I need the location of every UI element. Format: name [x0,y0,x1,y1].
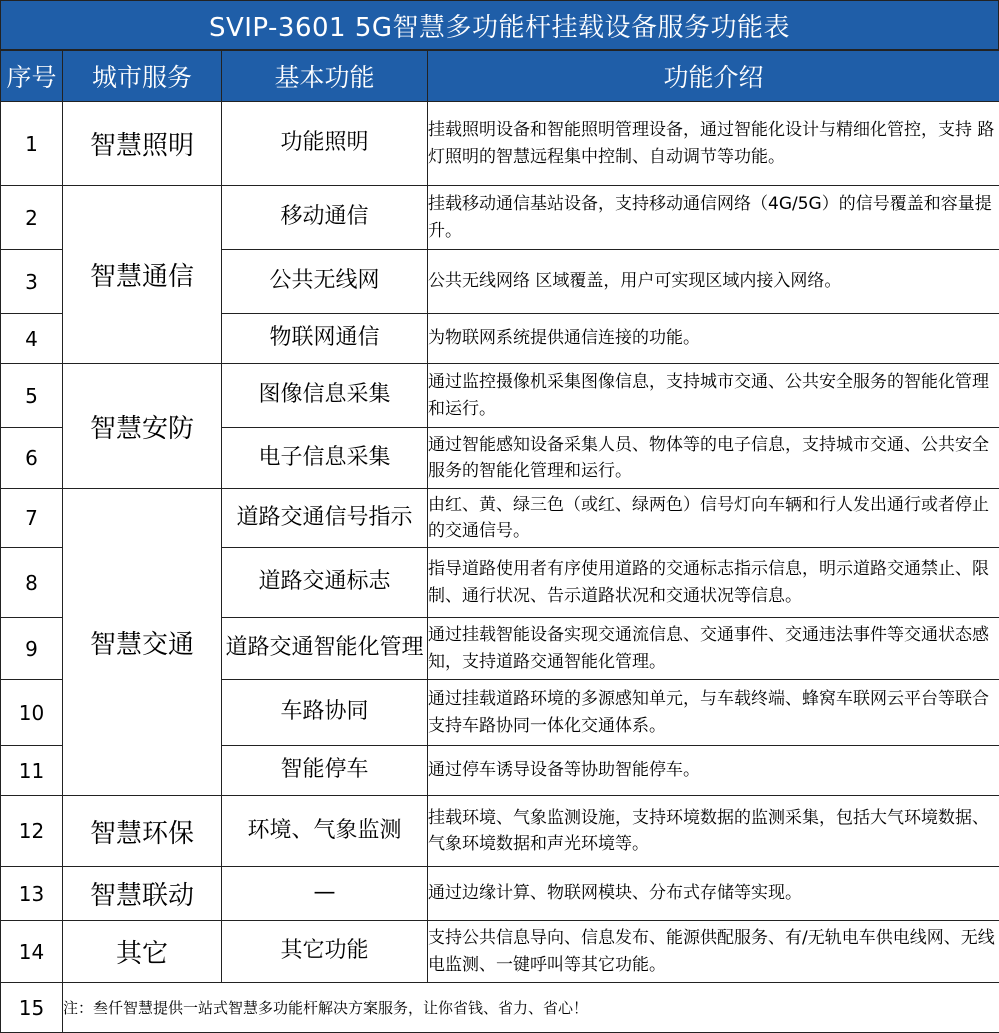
function-desc-cell: 支持公共信息导向、信息发布、能源供配服务、有/无轨电车供电线网、无线电监测、一键呼叫等其它功能。 [428,921,999,983]
row-number: 8 [1,548,63,618]
function-desc-cell: 通过挂载智能设备实现交通流信息、交通事件、交通违法事件等交通状态感知，支持道路交通智能化管理。 [428,618,999,680]
table-title: SVIP-3601 5G智慧多功能杆挂载设备服务功能表 [0,0,999,50]
header-row [1,51,999,102]
row-number: 4 [1,314,63,364]
function-desc-cell: 由红、黄、绿三色（或红、绿两色）信号灯向车辆和行人发出通行或者停止的交通信号。 [428,489,999,548]
basic-function-cell: 道路交通信号指示 [222,489,428,548]
table-row [1,867,999,921]
function-desc-cell: 通过停车诱导设备等协助智能停车。 [428,746,999,796]
city-service-cell: 智慧安防 [63,364,222,489]
table-row [1,921,999,983]
function-desc-cell: 挂载环境、气象监测设施，支持环境数据的监测采集，包括大气环境数据、气象环境数据和声光环境等。 [428,796,999,867]
basic-function-cell: — [222,867,428,921]
table-row [1,489,999,548]
footer-row [1,983,999,1033]
row-number: 10 [1,680,63,746]
basic-function-cell: 道路交通标志 [222,548,428,618]
basic-function-cell: 智能停车 [222,746,428,796]
row-number: 14 [1,921,63,983]
basic-function-cell: 移动通信 [222,186,428,250]
basic-function-cell: 物联网通信 [222,314,428,364]
header-basic-function: 基本功能 [222,51,428,102]
city-service-cell: 其它 [63,921,222,983]
table-row [1,186,999,250]
basic-function-cell: 图像信息采集 [222,364,428,428]
row-number: 9 [1,618,63,680]
function-desc-cell: 通过智能感知设备采集人员、物体等的电子信息，支持城市交通、公共安全服务的智能化管理和运行。 [428,428,999,489]
row-number: 15 [1,983,63,1033]
basic-function-cell: 道路交通智能化管理 [222,618,428,680]
function-desc-cell: 挂载移动通信基站设备，支持移动通信网络（4G/5G）的信号覆盖和容量提升。 [428,186,999,250]
service-function-table [0,50,999,1033]
basic-function-cell: 电子信息采集 [222,428,428,489]
table-row [1,364,999,428]
row-number: 1 [1,102,63,186]
city-service-cell: 智慧联动 [63,867,222,921]
function-desc-cell: 公共无线网络 区域覆盖，用户可实现区域内接入网络。 [428,250,999,314]
row-number: 7 [1,489,63,548]
city-service-cell: 智慧照明 [63,102,222,186]
basic-function-cell: 车路协同 [222,680,428,746]
table-row [1,796,999,867]
header-city-service: 城市服务 [63,51,222,102]
row-number: 5 [1,364,63,428]
row-number: 3 [1,250,63,314]
basic-function-cell: 其它功能 [222,921,428,983]
function-desc-cell: 通过挂载道路环境的多源感知单元，与车载终端、蜂窝车联网云平台等联合支持车路协同一体化交通体系。 [428,680,999,746]
basic-function-cell: 公共无线网 [222,250,428,314]
table-row [1,102,999,186]
city-service-cell: 智慧交通 [63,489,222,796]
footer-note: 注：叁仟智慧提供一站式智慧多功能杆解决方案服务，让你省钱、省力、省心！ [63,983,999,1033]
function-desc-cell: 指导道路使用者有序使用道路的交通标志指示信息，明示道路交通禁止、限制、通行状况、告示道路状况和交通状况等信息。 [428,548,999,618]
city-service-cell: 智慧通信 [63,186,222,364]
row-number: 12 [1,796,63,867]
function-desc-cell: 通过监控摄像机采集图像信息，支持城市交通、公共安全服务的智能化管理和运行。 [428,364,999,428]
function-desc-cell: 挂载照明设备和智能照明管理设备，通过智能化设计与精细化管控，支持 路灯照明的智慧远程集中控制、自动调节等功能。 [428,102,999,186]
basic-function-cell: 功能照明 [222,102,428,186]
function-desc-cell: 为物联网系统提供通信连接的功能。 [428,314,999,364]
basic-function-cell: 环境、气象监测 [222,796,428,867]
city-service-cell: 智慧环保 [63,796,222,867]
row-number: 13 [1,867,63,921]
row-number: 11 [1,746,63,796]
header-function-intro: 功能介绍 [428,51,999,102]
row-number: 6 [1,428,63,489]
row-number: 2 [1,186,63,250]
function-desc-cell: 通过边缘计算、物联网模块、分布式存储等实现。 [428,867,999,921]
header-seq: 序号 [1,51,63,102]
